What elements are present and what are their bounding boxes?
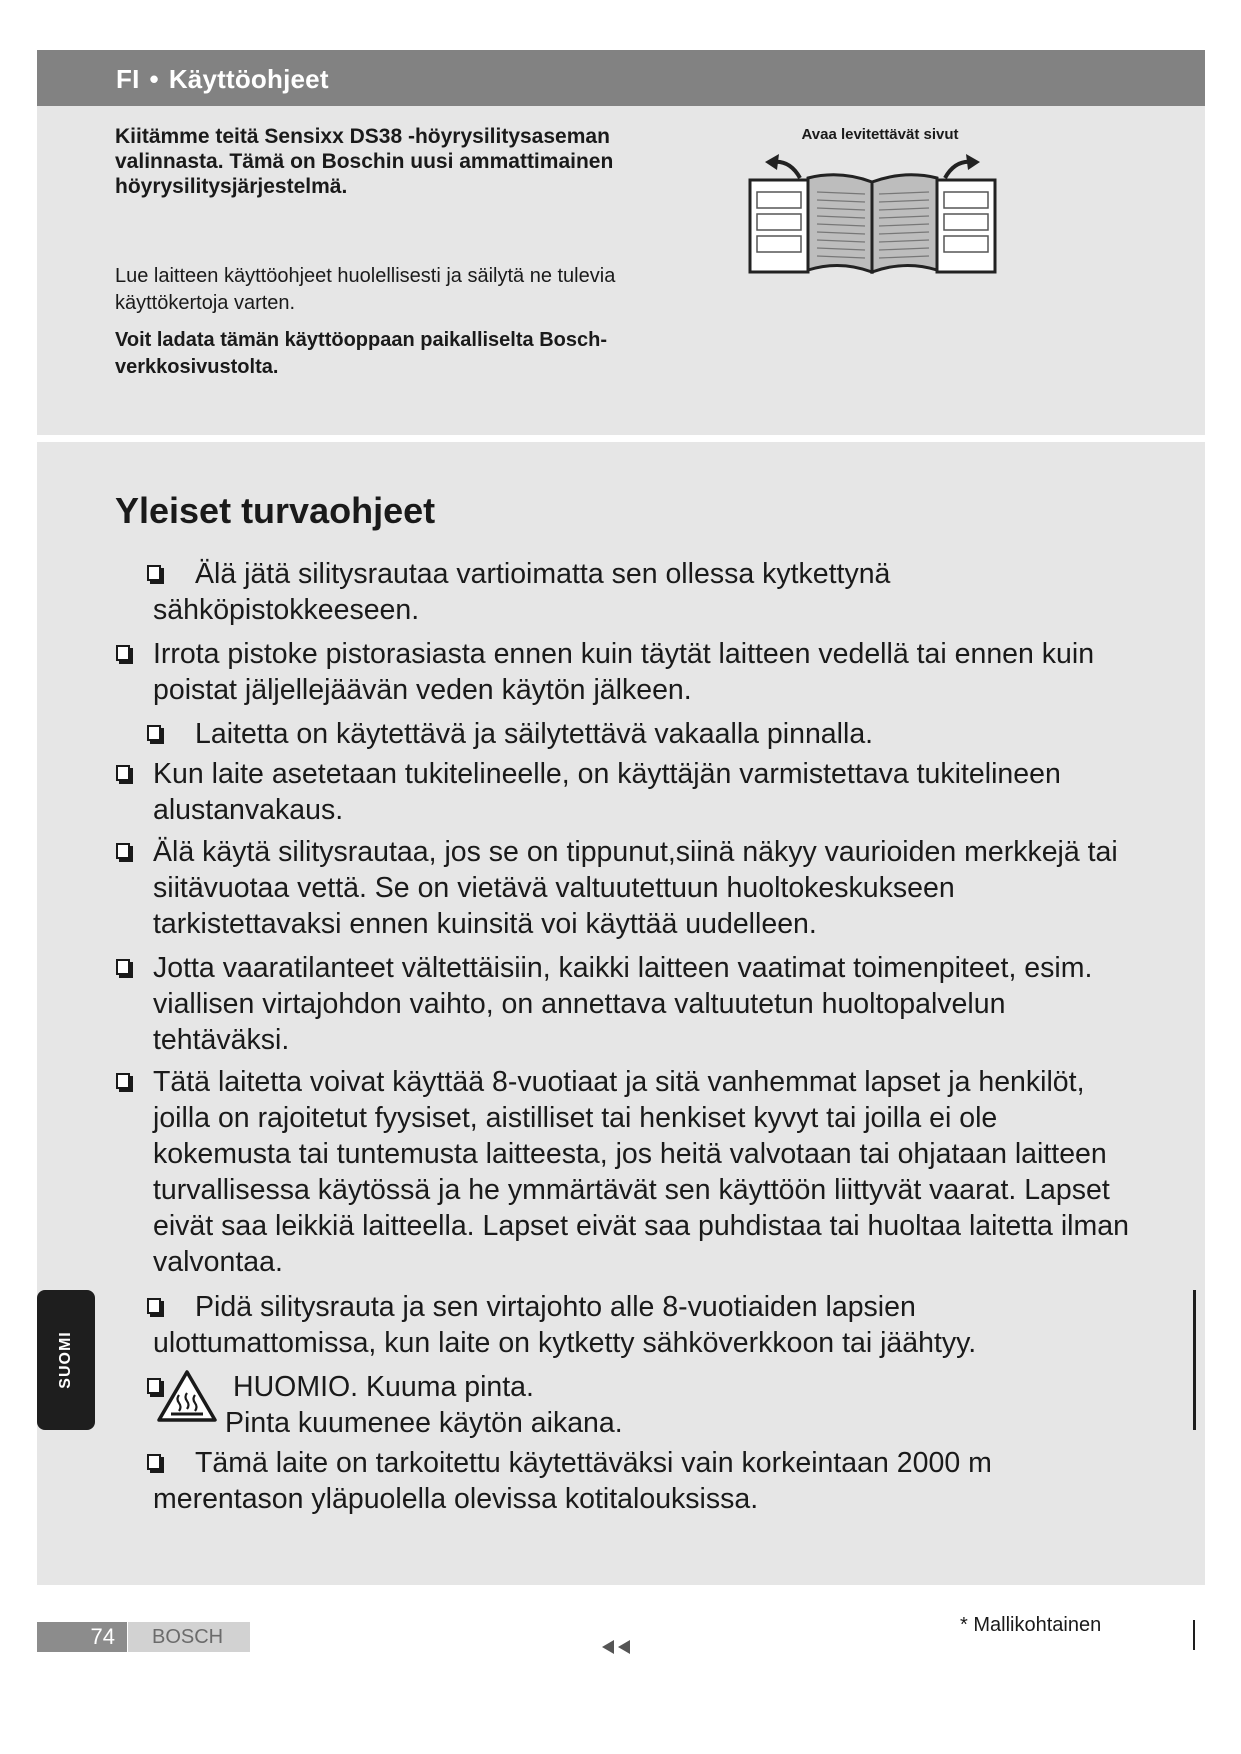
list-item: Tämä laite on tarkoitettu käytettäväksi vain korkeintaan 2000 m merentason yläpuolella olevissa kotitalouksissa. (153, 1447, 992, 1515)
list-item: Pidä silitysrauta ja sen virtajohto alle 8-vuotiaiden lapsien ulottumattomissa, kun laite on kytketty sähköverkkoon tai jäähtyy. (153, 1291, 977, 1359)
list-item: Laitetta on käytettävä ja säilytettävä vakaalla pinnalla. (195, 718, 874, 750)
intro-thanks-text: Kiitämme teitä Sensixx DS38 -höyrysilitysaseman valinnasta. Tämä on Boschin uusi ammattimainen höyrysilitysjärjestelmä. (115, 125, 614, 198)
warning-title: HUOMIO. Kuuma pinta. (233, 1371, 534, 1403)
right-edge-rule (1193, 1290, 1196, 1430)
page-number: 74 (37, 1622, 127, 1652)
double-left-arrow-icon[interactable] (600, 1638, 634, 1656)
page-title: Käyttöohjeet (168, 64, 329, 94)
checkbox-bullet-icon (116, 1073, 130, 1089)
panel-divider (37, 435, 1205, 442)
list-item: Jotta vaaratilanteet vältettäisiin, kaikki laitteen vaatimat toimenpiteet, esim. viallisen virtajohdon vaihto, on annettava valtuutetun huoltopalvelun tehtäväksi. (153, 952, 1093, 1056)
checkbox-bullet-icon (116, 645, 130, 661)
checkbox-bullet-icon (116, 765, 130, 781)
list-item: Tätä laitetta voivat käyttää 8-vuotiaat ja sitä vanhemmat lapset ja henkilöt, joilla on rajoitetut fyysiset, aistilliset tai henkiset kyvyt tai joilla ei ole kokemusta tai tuntemusta laitteesta, jos heitä valvotaan tai ohjataan laitteen turvallisessa käytössä ja he ymmärtävät sen käyttöön liittyvät vaarat. Lapset eivät saa leikkiä laitteella. Lapset eivät saa puhdistaa tai huoltaa laitetta ilman valvontaa. (153, 1066, 1129, 1278)
footer-edge-rule (1193, 1620, 1195, 1650)
book-illustration-label: Avaa levitettävät sivut (801, 126, 959, 143)
brand-label: BOSCH (128, 1622, 250, 1652)
checkbox-bullet-icon (116, 843, 130, 859)
list-item: Kun laite asetetaan tukitelineelle, on käyttäjän varmistettava tukitelineen alustanvakaus. (153, 758, 1061, 826)
header-separator: • (149, 64, 159, 94)
intro-read-text: Lue laitteen käyttöohjeet huolellisesti ja säilytä ne tulevia käyttökertoja varten. (115, 265, 616, 314)
open-book-icon (745, 148, 1000, 278)
section-title: Yleiset turvaohjeet (115, 490, 436, 531)
page-header (116, 64, 329, 95)
language-code: FI (116, 64, 140, 94)
list-item: Älä käytä silitysrautaa, jos se on tippunut,siinä näkyy vaurioiden merkkejä tai siitävuotaa vettä. Se on vietävä valtuutettuun huoltokeskukseen tarkistettavaksi ennen kuinsitä voi käyttää uudelleen. (153, 836, 1118, 940)
checkbox-bullet-icon (147, 725, 161, 741)
list-item: Älä jätä silitysrautaa vartioimatta sen ollessa kytkettynä sähköpistokkeeseen. (153, 558, 891, 626)
list-item: Irrota pistoke pistorasiasta ennen kuin täytät laitteen vedellä tai ennen kuin poistat jäljellejäävän veden käytön jälkeen. (153, 638, 1095, 706)
hot-surface-warning-icon (155, 1368, 219, 1424)
model-note: * Mallikohtainen (960, 1614, 1102, 1636)
side-tab-label: SUOMI (57, 1331, 74, 1389)
language-side-tab (37, 1290, 95, 1430)
warning-detail: Pinta kuumenee käytön aikana. (225, 1407, 623, 1439)
intro-download-text: Voit ladata tämän käyttöoppaan paikalliselta Bosch-verkkosivustolta. (115, 329, 607, 378)
checkbox-bullet-icon (116, 959, 130, 975)
